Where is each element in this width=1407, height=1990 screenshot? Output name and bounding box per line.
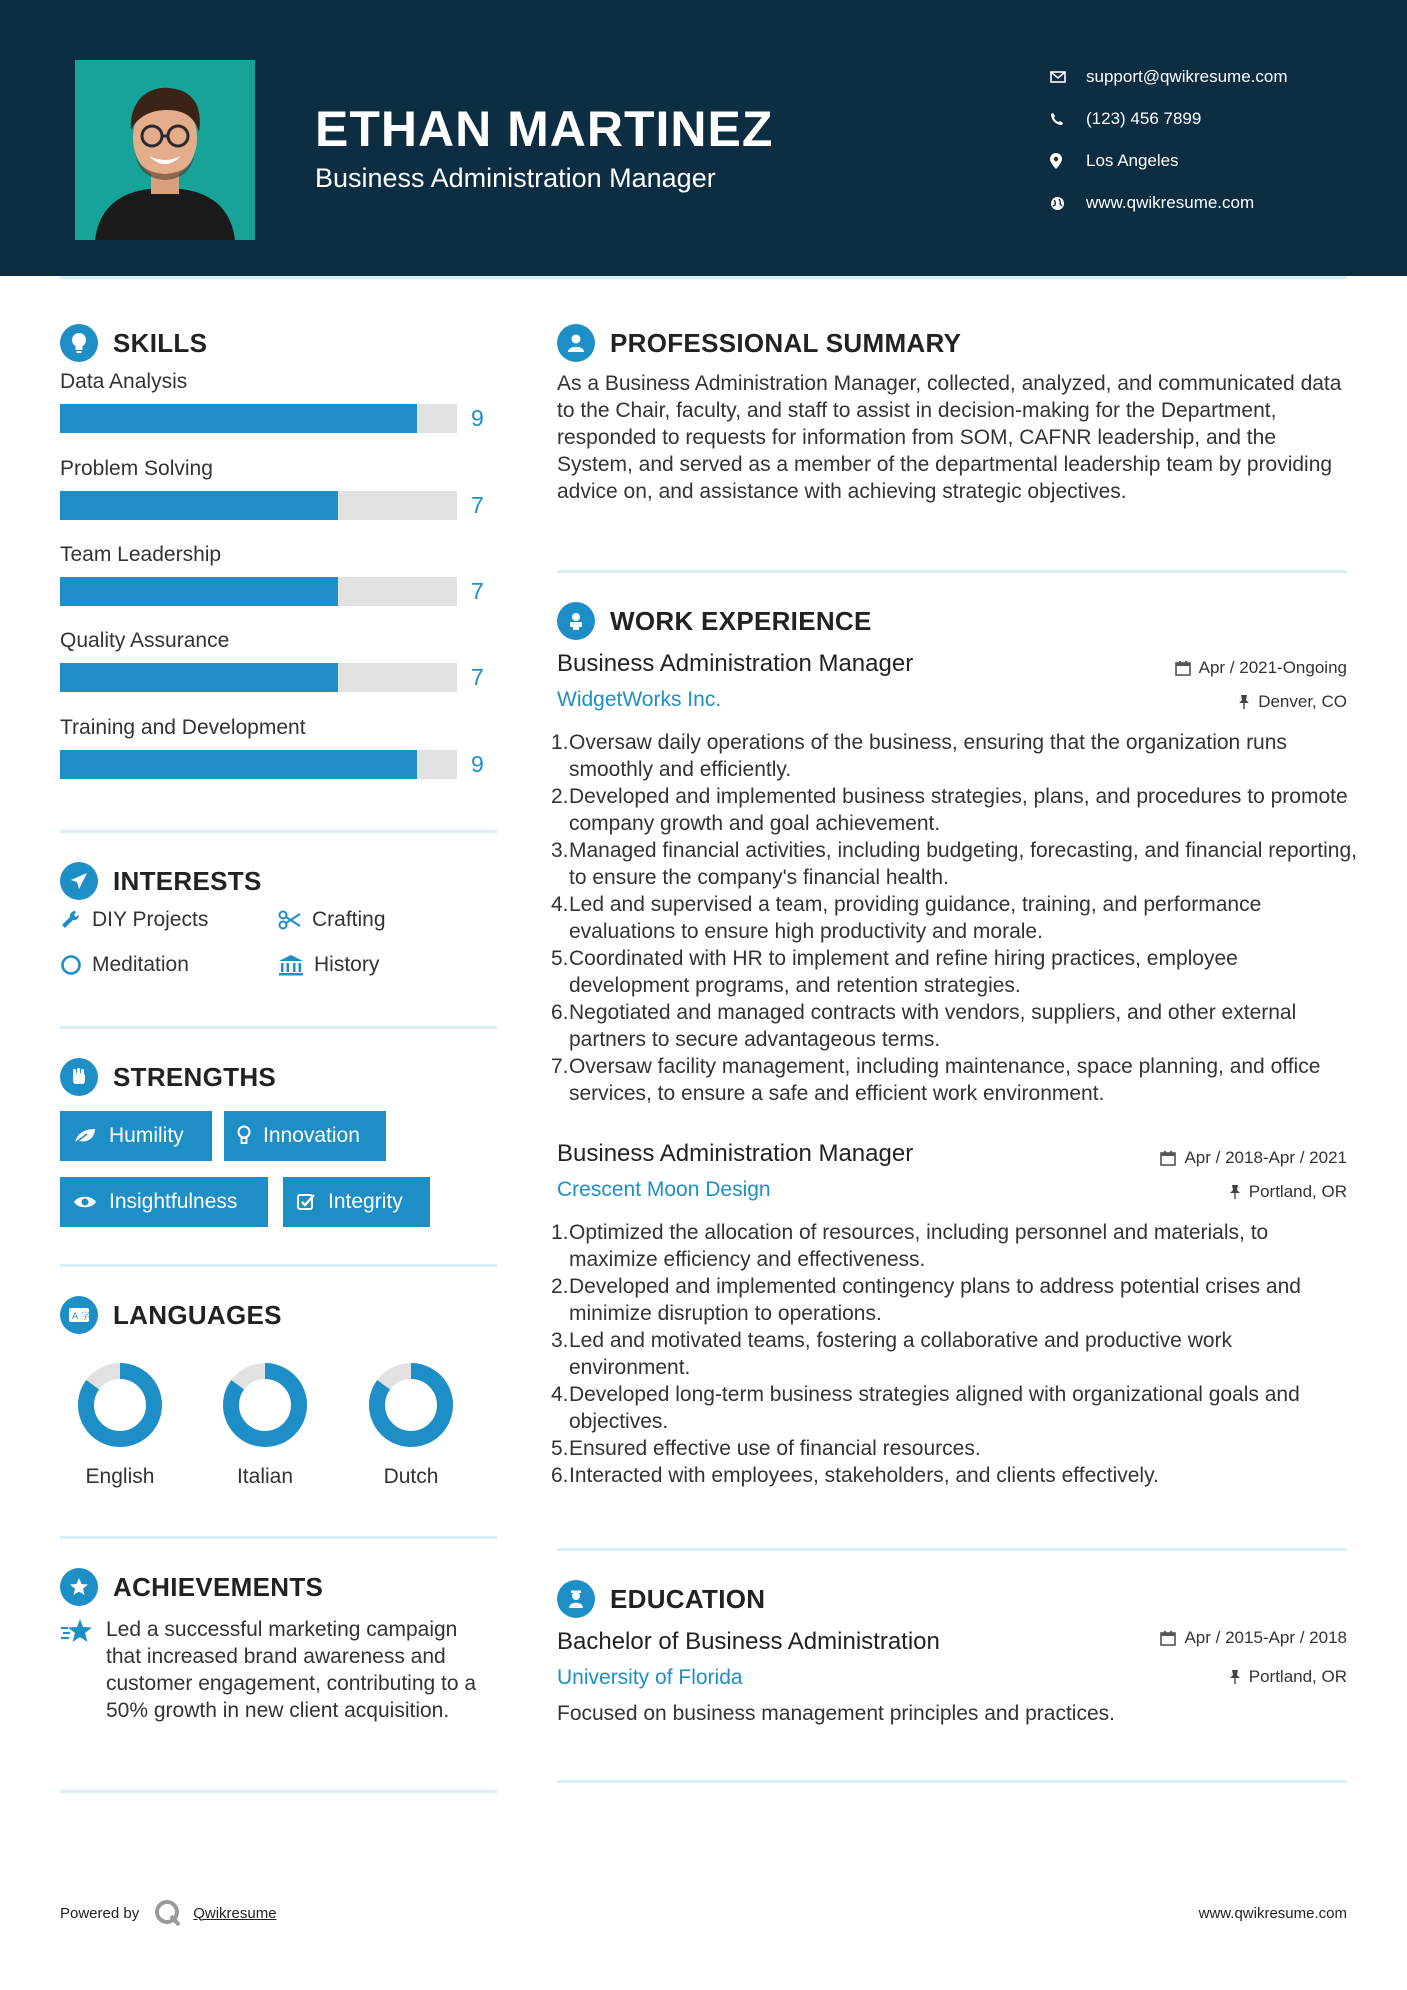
interest-item: DIY Projects bbox=[60, 908, 208, 932]
skill-item bbox=[60, 629, 500, 692]
education-location: Portland, OR bbox=[1229, 1667, 1347, 1687]
lightbulb-icon bbox=[60, 324, 98, 362]
skill-bar bbox=[60, 663, 457, 692]
duty-item: 2. Developed and implemented business strategies, plans, and procedures to promote company growth and goal achievement. bbox=[551, 785, 1348, 835]
user-icon bbox=[557, 324, 595, 362]
duty-item: 3. Led and motivated teams, fostering a collaborative and productive work environment. bbox=[551, 1329, 1233, 1379]
envelope-icon bbox=[1050, 71, 1086, 83]
experience-heading: WORK EXPERIENCE bbox=[557, 602, 872, 640]
skill-name: Problem Solving bbox=[60, 457, 213, 480]
language-name: Dutch bbox=[383, 1465, 439, 1488]
duty-item: 6. Negotiated and managed contracts with vendors, suppliers, and other external partners to secure advantageous terms. bbox=[551, 1001, 1297, 1051]
fist-icon bbox=[60, 1058, 98, 1096]
strengths-heading: STRENGTHS bbox=[60, 1058, 276, 1096]
skill-level: 7 bbox=[471, 578, 484, 604]
company-name: WidgetWorks Inc. bbox=[557, 688, 722, 711]
skill-level: 7 bbox=[471, 492, 484, 518]
skill-name: Team Leadership bbox=[60, 543, 222, 566]
language-donut bbox=[220, 1360, 310, 1450]
duty-item: 4. Led and supervised a team, providing guidance, training, and performance evaluations to ensure high productivity and morale. bbox=[551, 893, 1262, 943]
skill-item bbox=[60, 716, 500, 779]
check-square-icon bbox=[296, 1192, 316, 1212]
strength-chip: Insightfulness bbox=[60, 1177, 268, 1227]
language-donut bbox=[366, 1360, 456, 1450]
duty-item: 2. Developed and implemented contingency plans to address potential crises and minimize disruption to operations. bbox=[551, 1275, 1301, 1325]
skill-bar-fill bbox=[60, 663, 338, 692]
footer-branding: Powered by Qwikresume bbox=[60, 1898, 277, 1928]
skill-level: 7 bbox=[471, 664, 484, 690]
achievement-text: Led a successful marketing campaign that increased brand awareness and customer engagement, contributing to a 50% growth in new client acquisition. bbox=[106, 1618, 477, 1722]
map-pin-icon bbox=[1050, 153, 1086, 169]
section-divider bbox=[557, 1548, 1347, 1551]
duty-item: 4. Developed long-term business strategies aligned with organizational goals and objectives. bbox=[551, 1383, 1300, 1433]
job-dates: Apr / 2018-Apr / 2021 bbox=[1160, 1148, 1347, 1168]
section-divider bbox=[60, 1536, 497, 1539]
achievement-item bbox=[60, 1616, 500, 1724]
job-location: Denver, CO bbox=[1238, 692, 1347, 712]
education-heading: EDUCATION bbox=[557, 1580, 765, 1618]
qwikresume-logo-icon bbox=[153, 1898, 183, 1928]
achievements-heading: ACHIEVEMENTS bbox=[60, 1568, 323, 1606]
section-divider bbox=[60, 1790, 497, 1793]
degree-title: Bachelor of Business Administration bbox=[557, 1628, 940, 1655]
profile-photo bbox=[75, 60, 255, 240]
candidate-title: Business Administration Manager bbox=[315, 163, 716, 193]
section-divider bbox=[60, 1264, 497, 1267]
job-location: Portland, OR bbox=[1229, 1182, 1347, 1202]
section-divider bbox=[60, 1026, 497, 1029]
job-title: Business Administration Manager bbox=[557, 650, 914, 677]
duty-item: 5. Ensured effective use of financial resources. bbox=[551, 1437, 981, 1460]
calendar-icon bbox=[1160, 1150, 1176, 1166]
skill-bar-fill bbox=[60, 491, 338, 520]
languages-heading: A 字 LANGUAGES bbox=[60, 1296, 282, 1334]
language-donut bbox=[75, 1360, 165, 1450]
calendar-icon bbox=[1160, 1630, 1176, 1646]
skill-item bbox=[60, 543, 500, 606]
summary-heading: PROFESSIONAL SUMMARY bbox=[557, 324, 961, 362]
language-item bbox=[55, 1360, 185, 1489]
job-duties bbox=[551, 1219, 1357, 1489]
svg-text:A 字: A 字 bbox=[72, 1312, 90, 1322]
skill-bar bbox=[60, 750, 457, 779]
school-name: University of Florida bbox=[557, 1666, 743, 1689]
strength-chip: Integrity bbox=[283, 1177, 430, 1227]
interest-item: Crafting bbox=[278, 908, 386, 932]
duty-item: 3. Managed financial activities, including budgeting, forecasting, and financial reporting, to ensure the company's financial health. bbox=[551, 839, 1357, 889]
job-dates: Apr / 2021-Ongoing bbox=[1175, 658, 1347, 678]
interests-heading: INTERESTS bbox=[60, 862, 262, 900]
leaf-icon bbox=[73, 1127, 97, 1145]
star-badge-icon bbox=[60, 1568, 98, 1606]
duty-item: 1. Optimized the allocation of resources, including personnel and materials, to maximize efficiency and effectiveness. bbox=[551, 1221, 1269, 1271]
paper-plane-icon bbox=[60, 862, 98, 900]
circle-icon bbox=[60, 954, 82, 976]
calendar-icon bbox=[1175, 660, 1191, 676]
skill-bar-fill bbox=[60, 577, 338, 606]
pushpin-icon bbox=[1229, 1184, 1241, 1200]
candidate-name: ETHAN MARTINEZ bbox=[315, 101, 774, 157]
interest-item: History bbox=[278, 953, 379, 977]
header bbox=[0, 0, 1407, 276]
skill-name: Training and Development bbox=[60, 716, 306, 739]
contact-location: Los Angeles bbox=[1050, 140, 1288, 182]
skills-heading: SKILLS bbox=[60, 324, 207, 362]
skill-bar bbox=[60, 577, 457, 606]
skill-name: Data Analysis bbox=[60, 370, 188, 393]
interest-item: Meditation bbox=[60, 953, 189, 977]
section-divider bbox=[557, 570, 1347, 573]
section-divider bbox=[557, 1780, 1347, 1783]
education-dates: Apr / 2015-Apr / 2018 bbox=[1160, 1628, 1347, 1648]
duty-item: 5. Coordinated with HR to implement and refine hiring practices, employee development programs, and retention strategies. bbox=[551, 947, 1238, 997]
language-icon bbox=[60, 1296, 98, 1334]
skill-bar-fill bbox=[60, 404, 417, 433]
strength-chip: Innovation bbox=[224, 1111, 386, 1161]
museum-icon bbox=[278, 954, 304, 976]
job-duties bbox=[551, 729, 1357, 1107]
header-divider bbox=[60, 276, 1347, 279]
company-name: Crescent Moon Design bbox=[557, 1178, 771, 1201]
skill-bar bbox=[60, 404, 457, 433]
skill-item bbox=[60, 370, 500, 433]
lightbulb-icon bbox=[237, 1125, 251, 1147]
qwikresume-link[interactable]: Qwikresume bbox=[193, 1904, 277, 1922]
contact-info bbox=[1050, 56, 1288, 224]
phone-icon bbox=[1050, 112, 1086, 126]
pushpin-icon bbox=[1238, 694, 1250, 710]
language-name: Italian bbox=[236, 1465, 294, 1488]
pushpin-icon bbox=[1229, 1669, 1241, 1685]
skill-bar-fill bbox=[60, 750, 417, 779]
star-icon bbox=[60, 1618, 94, 1644]
language-item bbox=[200, 1360, 330, 1489]
strength-chip: Humility bbox=[60, 1111, 212, 1161]
duty-item: 7. Oversaw facility management, including maintenance, space planning, and office services, to ensure a safe and efficient work environment. bbox=[551, 1055, 1321, 1105]
skill-level: 9 bbox=[471, 405, 484, 431]
contact-website[interactable]: www.qwikresume.com bbox=[1050, 182, 1288, 224]
duty-item: 1. Oversaw daily operations of the business, ensuring that the organization runs smoothly and efficiently. bbox=[551, 731, 1287, 781]
graduate-icon bbox=[557, 1580, 595, 1618]
skill-level: 9 bbox=[471, 751, 484, 777]
scissors-icon bbox=[278, 910, 302, 930]
skill-name: Quality Assurance bbox=[60, 629, 230, 652]
summary-text: As a Business Administration Manager, collected, analyzed, and communicated data to the Chair, faculty, and staff to assist in decision-making for the Department, responded to requests for information from SOM, CAFNR leadership, and the System, and served as a member of the departmental leadership team by providing advice on, and assistance with achieving strategic objectives. bbox=[557, 372, 1342, 503]
language-item bbox=[346, 1360, 476, 1489]
contact-phone[interactable]: (123) 456 7899 bbox=[1050, 98, 1288, 140]
language-name: English bbox=[85, 1465, 155, 1488]
briefcase-icon bbox=[557, 602, 595, 640]
job-title: Business Administration Manager bbox=[557, 1140, 914, 1167]
education-description: Focused on business management principles and practices. bbox=[557, 1702, 1115, 1725]
globe-icon bbox=[1050, 196, 1086, 211]
contact-email[interactable]: support@qwikresume.com bbox=[1050, 56, 1288, 98]
duty-item: 6. Interacted with employees, stakeholders, and clients effectively. bbox=[551, 1464, 1159, 1487]
skill-bar bbox=[60, 491, 457, 520]
skill-item bbox=[60, 457, 500, 520]
eye-icon bbox=[73, 1194, 97, 1210]
footer-website[interactable]: www.qwikresume.com bbox=[1198, 1905, 1347, 1922]
section-divider bbox=[60, 830, 497, 833]
wrench-icon bbox=[60, 909, 82, 931]
